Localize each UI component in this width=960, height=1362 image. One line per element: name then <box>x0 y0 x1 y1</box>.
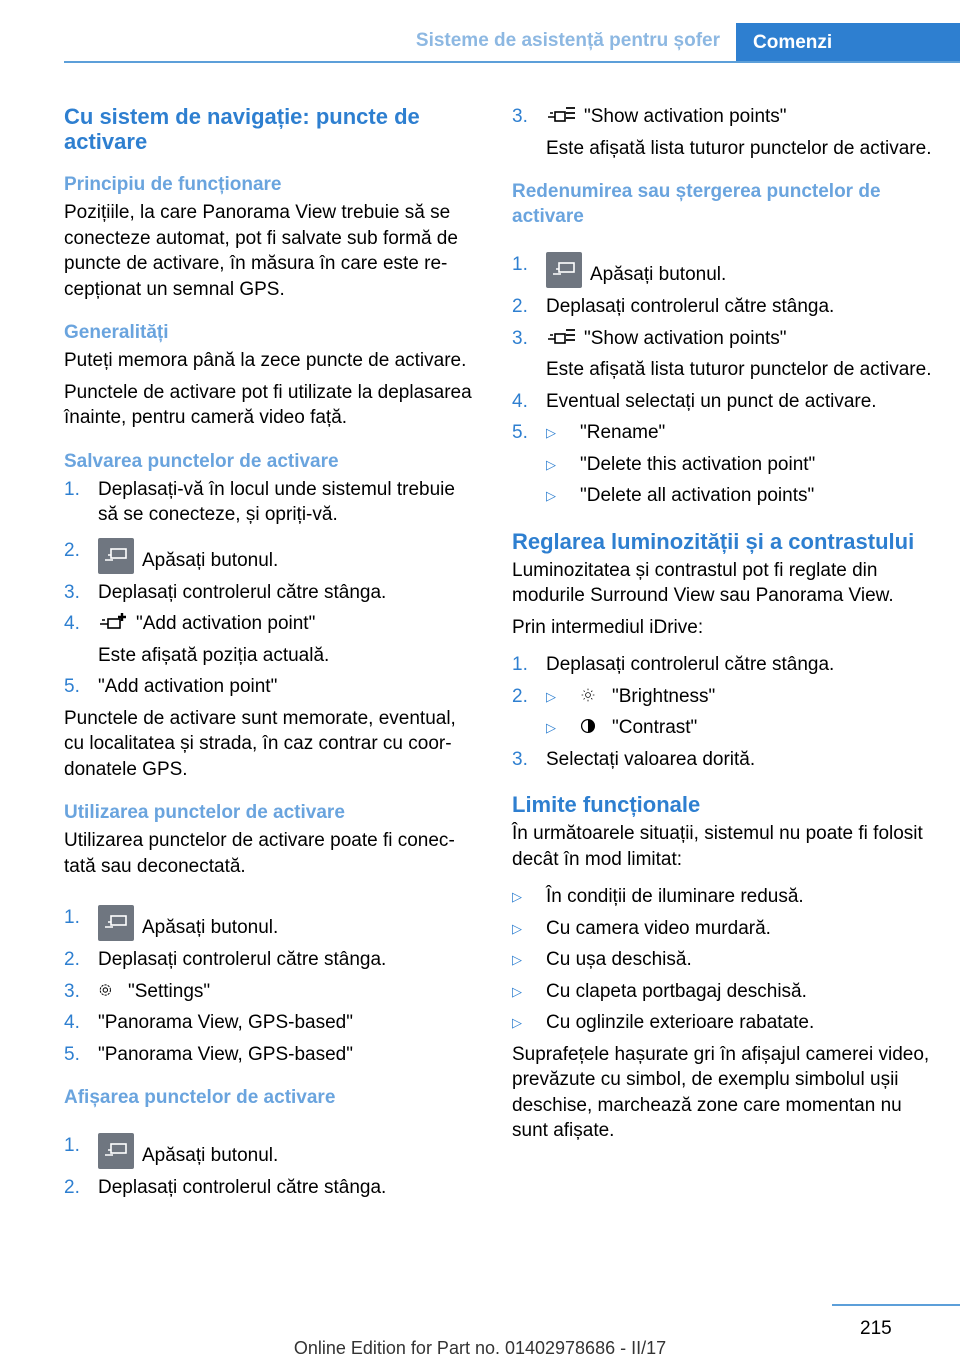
camera-button-icon <box>98 905 134 941</box>
menu-option-rename <box>546 420 932 446</box>
paragraph: Punctele de activare pot fi utilizate la deplasarea înainte, pentru cameră video față. <box>64 381 472 428</box>
list-item <box>512 420 932 509</box>
list-item <box>512 947 932 973</box>
bullet-triangle-icon: ▷ <box>512 889 522 904</box>
section-heading-navigation: Cu sistem de navigație: puncte de activare <box>64 104 420 154</box>
subheading-principiu: Principiu de funcționare <box>64 174 282 195</box>
bullet-text: În condiții de iluminare redusă. <box>546 886 804 907</box>
bullet-text: Cu camera video murdară. <box>546 917 771 939</box>
list-item <box>512 104 932 161</box>
paragraph: În următoarele situații, sistemul nu poate fi folosit decât în mod limitat: <box>512 823 923 870</box>
camera-button-icon <box>546 252 582 288</box>
paragraph: Luminozitatea și contrastul pot fi reglate din modurile Surround View sau Panorama View. <box>512 559 894 606</box>
option-text: "Delete all activation points" <box>580 485 815 506</box>
list-item <box>512 294 932 320</box>
bullet-text: Cu oglinzile exterioare rabatate. <box>546 1012 815 1033</box>
step-number: 3. <box>512 748 528 770</box>
step-text: Deplasați controlerul către stânga. <box>546 296 835 317</box>
list-item <box>64 1133 480 1169</box>
list-item <box>512 747 932 773</box>
camera-button-icon <box>98 1133 134 1169</box>
left-column <box>64 104 480 1207</box>
bullet-triangle-icon: ▷ <box>546 688 556 704</box>
step-text: "Show activation points" <box>584 327 787 349</box>
step-number: 4. <box>64 1012 80 1033</box>
list-item <box>64 979 480 1005</box>
brightness-sun-icon <box>580 685 604 705</box>
step-number: 3. <box>64 581 80 603</box>
header-section-title: Sisteme de asistență pentru șofer <box>415 30 720 51</box>
step-text: "Panorama View, GPS-based" <box>98 1043 353 1065</box>
bullet-triangle-icon: ▷ <box>512 1015 522 1030</box>
add-activation-point-icon <box>98 612 128 632</box>
list-item <box>64 947 480 973</box>
step-number: 5. <box>64 1043 80 1065</box>
section-heading-limite: Limite funcționale <box>512 792 701 817</box>
subheading-salvarea: Salvarea punctelor de activare <box>64 450 339 472</box>
option-text: "Contrast" <box>612 717 698 738</box>
step-text: Apăsați butonul. <box>590 264 727 285</box>
option-text: "Rename" <box>580 422 666 443</box>
step-number: 2. <box>64 949 80 970</box>
bullet-triangle-icon: ▷ <box>546 488 556 503</box>
menu-option-delete-this <box>546 452 932 478</box>
list-item <box>512 884 932 910</box>
bullet-triangle-icon: ▷ <box>512 983 522 999</box>
bullet-triangle-icon: ▷ <box>546 425 556 440</box>
step-text: Deplasați-vă în locul unde sistemul trebuie să se conecteze, și opriți-vă. <box>98 478 455 525</box>
bullet-triangle-icon: ▷ <box>512 952 522 967</box>
step-number: 3. <box>512 106 528 127</box>
step-text: Deplasați controlerul către stânga. <box>98 949 387 970</box>
step-number: 1. <box>512 254 528 275</box>
paragraph: Prin intermediul iDrive: <box>512 616 704 638</box>
list-item <box>64 1042 480 1068</box>
list-item <box>64 674 480 700</box>
step-number: 2. <box>512 296 528 317</box>
list-item <box>64 1010 480 1036</box>
step-text: "Panorama View, GPS-based" <box>98 1012 353 1033</box>
header-rule <box>64 61 960 63</box>
step-text: "Settings" <box>128 980 211 1002</box>
bullet-triangle-icon: ▷ <box>546 720 556 735</box>
list-item <box>512 684 932 741</box>
bullet-text: Cu ușa deschisă. <box>546 949 692 970</box>
page-number: 215 <box>860 1318 892 1339</box>
paragraph: Puteți memora până la zece puncte de activare. <box>64 350 467 371</box>
menu-option-delete-all <box>546 483 932 509</box>
right-column <box>512 104 932 1150</box>
list-item <box>64 538 480 574</box>
paragraph: Pozițiile, la care Panorama View trebuie să se conecteze automat, pot fi salvate sub formă de puncte de activare, în măsura în care este recepționat un semnal GPS. <box>64 202 458 300</box>
step-number: 2. <box>512 685 528 707</box>
step-text: Deplasați controlerul către stânga. <box>98 581 387 603</box>
step-number: 1. <box>512 654 528 675</box>
step-number: 4. <box>512 390 528 412</box>
step-text: Deplasați controlerul către stânga. <box>546 654 835 675</box>
list-item <box>512 652 932 678</box>
step-text: Apăsați butonul. <box>142 917 279 938</box>
header-tab-comenzi[interactable]: Comenzi <box>736 23 960 62</box>
bullet-triangle-icon: ▷ <box>512 920 522 936</box>
paragraph: Punctele de activare sunt memorate, eventual, cu localitatea și strada, în caz contrar cu coordonatele GPS. <box>64 707 456 780</box>
step-text: Apăsați butonul. <box>142 1145 279 1166</box>
menu-option-brightness <box>546 684 932 710</box>
list-item <box>64 580 480 606</box>
list-item <box>512 916 932 942</box>
step-text: "Add activation point" <box>98 676 278 697</box>
bullet-text: Cu clapeta portbagaj deschisă. <box>546 980 807 1002</box>
subheading-redenumirea: Redenumirea sau ștergerea punctelor de activare <box>512 181 881 227</box>
step-number: 3. <box>64 980 80 1002</box>
activation-points-list-icon <box>546 327 576 347</box>
list-item <box>512 326 932 383</box>
step-text: "Add activation point" <box>136 613 316 634</box>
step-detail: Este afișată poziția actuală. <box>98 644 330 666</box>
step-number: 1. <box>64 907 80 928</box>
section-heading-reglarea: Reglarea luminozității și a contrastului <box>512 528 915 554</box>
paragraph: Utilizarea punctelor de activare poate fi conectată sau deconectată. <box>64 830 455 877</box>
list-item <box>512 252 932 288</box>
option-text: "Delete this activation point" <box>580 453 816 475</box>
step-number: 2. <box>64 539 80 561</box>
list-item <box>512 1010 932 1036</box>
list-item <box>64 477 480 528</box>
step-text: "Show activation points" <box>584 106 787 127</box>
settings-gear-icon <box>98 980 120 1000</box>
footer-rule <box>832 1304 960 1306</box>
step-number: 5. <box>512 422 528 443</box>
edition-footer: Online Edition for Part no. 01402978686 - II/17 <box>293 1338 667 1358</box>
list-item <box>512 389 932 415</box>
step-number: 2. <box>64 1177 80 1198</box>
camera-button-icon <box>98 538 134 574</box>
step-number: 3. <box>512 327 528 349</box>
step-number: 4. <box>64 613 80 634</box>
step-detail: Este afișată lista tuturor punctelor de activare. <box>546 359 932 380</box>
step-text: Selectați valoarea dorită. <box>546 748 756 770</box>
contrast-icon <box>580 716 604 736</box>
subheading-utilizarea: Utilizarea punctelor de activare <box>64 802 345 823</box>
option-text: "Brightness" <box>612 685 716 707</box>
list-item <box>512 979 932 1005</box>
list-item <box>64 611 480 668</box>
activation-points-list-icon <box>546 105 576 125</box>
paragraph: Suprafețele hașurate gri în afișajul camerei video, prevăzute cu simbol, de exemplu simbolul ușii deschise, marchează zone care momentan nu sunt afișate. <box>512 1043 930 1141</box>
list-item <box>64 905 480 941</box>
menu-option-contrast <box>546 715 932 741</box>
step-text: Eventual selectați un punct de activare. <box>546 390 877 412</box>
step-number: 1. <box>64 478 80 500</box>
bullet-triangle-icon: ▷ <box>546 456 556 472</box>
step-number: 5. <box>64 676 80 697</box>
step-text: Deplasați controlerul către stânga. <box>98 1177 387 1198</box>
step-text: Apăsați butonul. <box>142 549 279 571</box>
step-number: 1. <box>64 1135 80 1156</box>
list-item <box>64 1175 480 1201</box>
step-detail: Este afișată lista tuturor punctelor de activare. <box>546 137 932 159</box>
subheading-afisarea: Afișarea punctelor de activare <box>64 1087 336 1108</box>
subheading-generalitati: Generalități <box>64 322 169 343</box>
